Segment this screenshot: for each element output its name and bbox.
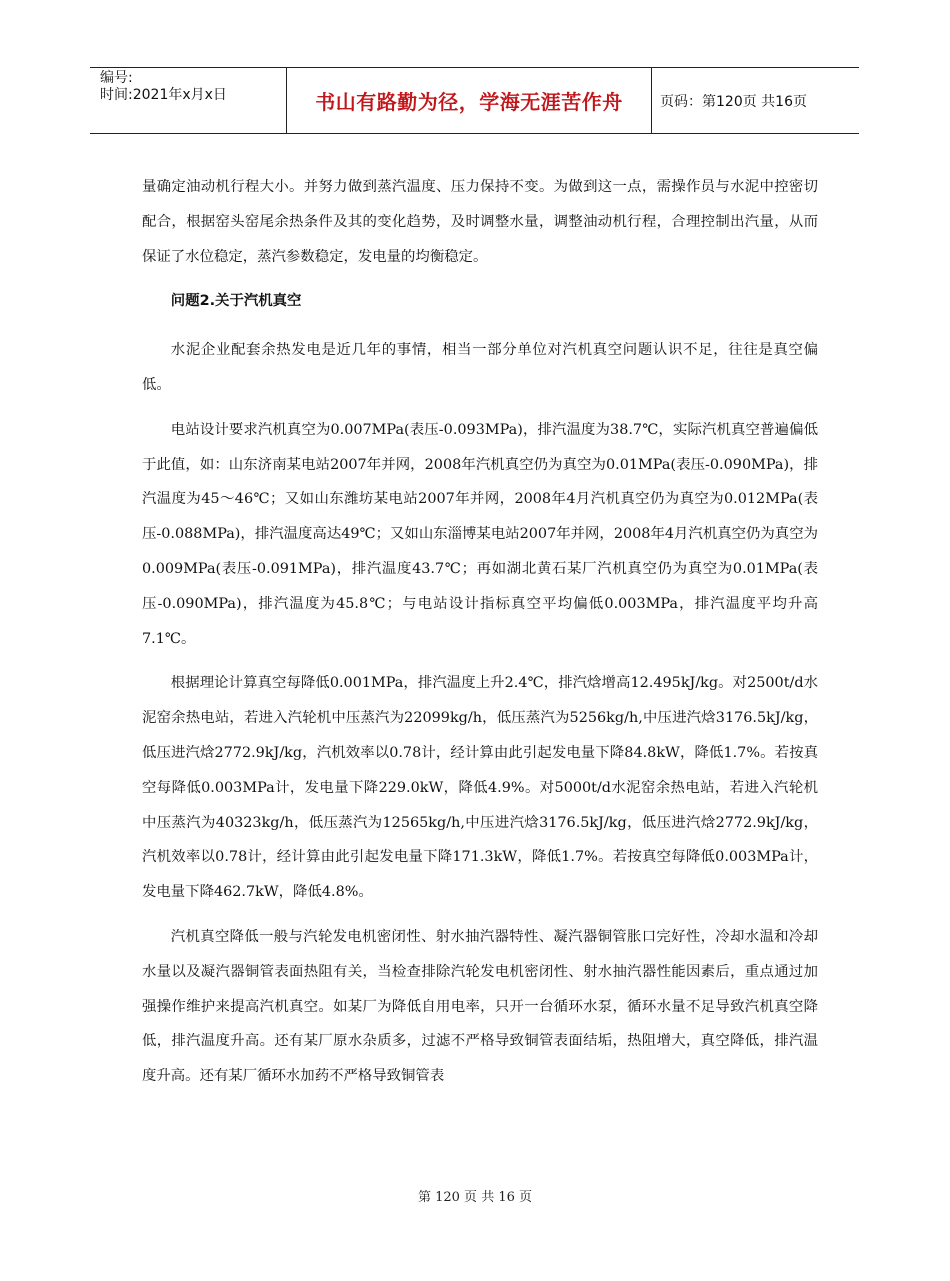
paragraph: 汽机真空降低一般与汽轮发电机密闭性、射水抽汽器特性、凝汽器铜管胀口完好性，冷却水温和冷却水量以及凝汽器铜管表面热阻有关，当检查排除汽轮发电机密闭性、射水抽汽器性能因素后，重点通过加强操作维护来提高汽机真空。如某厂为降低自用电率，只开一台循环水泵，循环水量不足导致汽机真空降低，排汽温度升高。还有某厂原水杂质多，过滤不严格导致铜管表面结垢，热阻增大，真空降低，排汽温度升高。还有某厂循环水加药不严格导致铜管表 bbox=[142, 928, 818, 1085]
page-header bbox=[90, 67, 859, 134]
page-footer: 第 120 页 共 16 页 bbox=[417, 1190, 533, 1205]
paragraph: 根据理论计算真空每降低0.001MPa，排汽温度上升2.4℃，排汽焓增高12.495kJ/kg。对2500t/d水泥窑余热电站，若进入汽轮机中压蒸汽为22099kg/h，低压蒸汽为5256kg/h,中压进汽焓3176.5kJ/kg，低压进汽焓2772.9kJ/kg，汽机效率以0.78计，经计算由此引起发电量下降84.8kW，降低1.7%。若按真空每降低0.003MPa计，发电量下降229.0kW，降低4.9%。对5000t/d水泥窑余热电站，若进入汽轮机中压蒸汽为40323kg/h，低压蒸汽为12565kg/h,中压进汽焓3176.5kJ/kg，低压进汽焓2772.9kJ/kg，汽机效率以0.78计，经计算由此引起发电量下降171.3kW，降低1.7%。若按真空每降低0.003MPa计，发电量下降462.7kW，降低4.8%。 bbox=[142, 675, 818, 901]
document-date: 时间:2021年x月x日 bbox=[100, 87, 227, 103]
paragraph: 水泥企业配套余热发电是近几年的事情，相当一部分单位对汽机真空问题认识不足，往往是真空偏低。 bbox=[142, 342, 818, 393]
paragraph: 电站设计要求汽机真空为0.007MPa(表压-0.093MPa)，排汽温度为38.7℃，实际汽机真空普遍偏低于此值，如：山东济南某电站2007年并网，2008年汽机真空仍为真空为0.01MPa(表压-0.090MPa)，排汽温度为45～46℃；又如山东潍坊某电站2007年并网，2008年4月汽机真空仍为真空为0.012MPa(表压-0.088MPa)，排汽温度高达49℃；又如山东淄博某电站2007年并网，2008年4月汽机真空仍为真空为0.009MPa(表压-0.091MPa)，排汽温度43.7℃；再如湖北黄石某厂汽机真空仍为真空为0.01MPa(表压-0.090MPa)，排汽温度为45.8℃；与电站设计指标真空平均偏低0.003MPa，排汽温度平均升高7.1℃。 bbox=[142, 421, 818, 647]
paragraph-continuation: 量确定油动机行程大小。并努力做到蒸汽温度、压力保持不变。为做到这一点，需操作员与水泥中控密切配合，根据窑头窑尾余热条件及其的变化趋势，及时调整水量，调整油动机行程，合理控制出汽量，从而保证了水位稳定，蒸汽参数稳定，发电量的均衡稳定。 bbox=[142, 179, 818, 265]
header-motto: 书山有路勤为径，学海无涯苦作舟 bbox=[287, 68, 652, 133]
header-page-code: 页码：第120页 共16页 bbox=[660, 93, 807, 110]
document-body bbox=[142, 170, 818, 1104]
document-number-label: 编号: bbox=[100, 70, 133, 86]
section-heading: 问题2.关于汽机真空 bbox=[170, 293, 302, 310]
header-meta bbox=[90, 68, 287, 133]
